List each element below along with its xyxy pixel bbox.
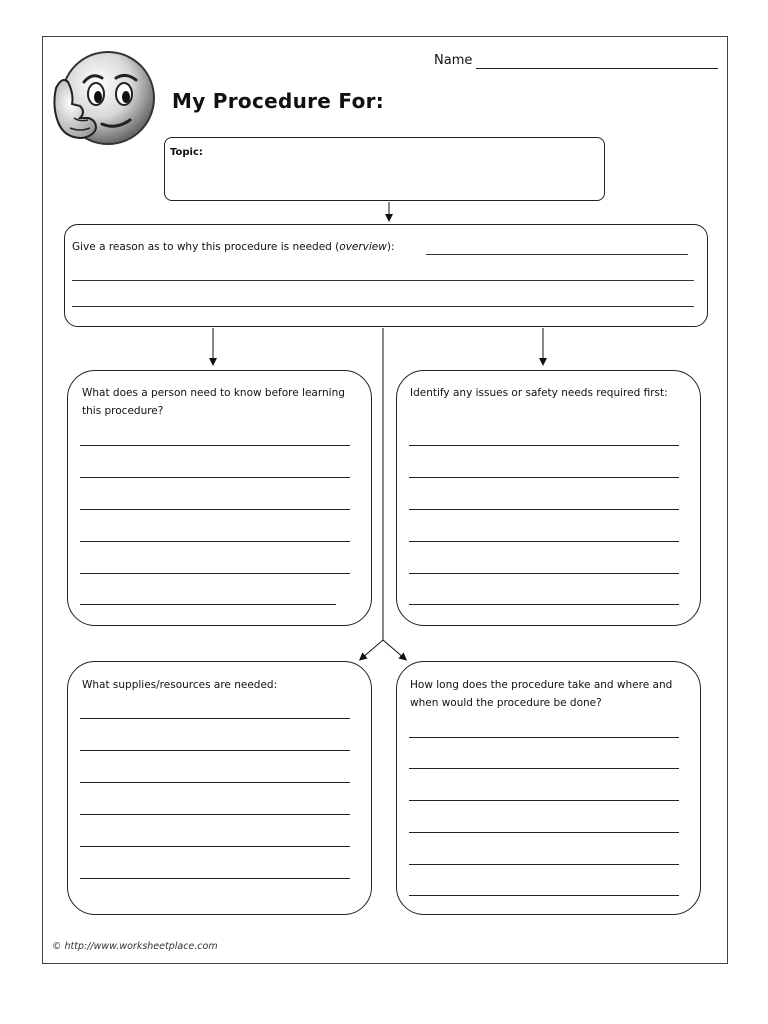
- safety-prompt: Identify any issues or safety needs required first:: [410, 387, 668, 399]
- duration-prompt: How long does the procedure take and where and when would the procedure be done?: [410, 679, 673, 709]
- answer-line[interactable]: [409, 477, 679, 478]
- answer-line[interactable]: [80, 782, 350, 783]
- supplies-box[interactable]: [67, 661, 372, 915]
- name-label: Name: [434, 53, 473, 68]
- answer-line[interactable]: [80, 509, 350, 510]
- answer-line[interactable]: [409, 832, 679, 833]
- answer-line[interactable]: [409, 737, 679, 738]
- answer-line[interactable]: [409, 573, 679, 574]
- answer-line[interactable]: [80, 573, 350, 574]
- answer-line[interactable]: [80, 878, 350, 879]
- answer-line[interactable]: [409, 768, 679, 769]
- answer-line[interactable]: [80, 541, 350, 542]
- answer-line[interactable]: [409, 864, 679, 865]
- answer-line[interactable]: [409, 604, 679, 605]
- overview-box[interactable]: [64, 224, 708, 327]
- overview-line[interactable]: [72, 306, 694, 307]
- answer-line[interactable]: [409, 541, 679, 542]
- safety-box[interactable]: [396, 370, 701, 626]
- overview-prompt: Give a reason as to why this procedure is needed (overview):: [72, 241, 395, 253]
- supplies-prompt: What supplies/resources are needed:: [82, 679, 278, 691]
- answer-line[interactable]: [409, 445, 679, 446]
- answer-line[interactable]: [80, 477, 350, 478]
- answer-line[interactable]: [80, 750, 350, 751]
- answer-line[interactable]: [80, 814, 350, 815]
- thinking-face-icon: [50, 48, 158, 152]
- overview-line[interactable]: [426, 254, 688, 255]
- name-input-line[interactable]: [476, 68, 718, 69]
- answer-line[interactable]: [80, 604, 336, 605]
- topic-label: Topic:: [170, 147, 203, 158]
- footer-credit: © http://www.worksheetplace.com: [52, 941, 218, 952]
- answer-line[interactable]: [409, 800, 679, 801]
- answer-line[interactable]: [409, 509, 679, 510]
- overview-line[interactable]: [72, 280, 694, 281]
- answer-line[interactable]: [80, 846, 350, 847]
- prior-knowledge-prompt: What does a person need to know before learning this procedure?: [82, 387, 345, 417]
- answer-line[interactable]: [80, 445, 350, 446]
- page-title: My Procedure For:: [172, 89, 385, 113]
- answer-line[interactable]: [409, 895, 679, 896]
- answer-line[interactable]: [80, 718, 350, 719]
- topic-box[interactable]: [164, 137, 605, 201]
